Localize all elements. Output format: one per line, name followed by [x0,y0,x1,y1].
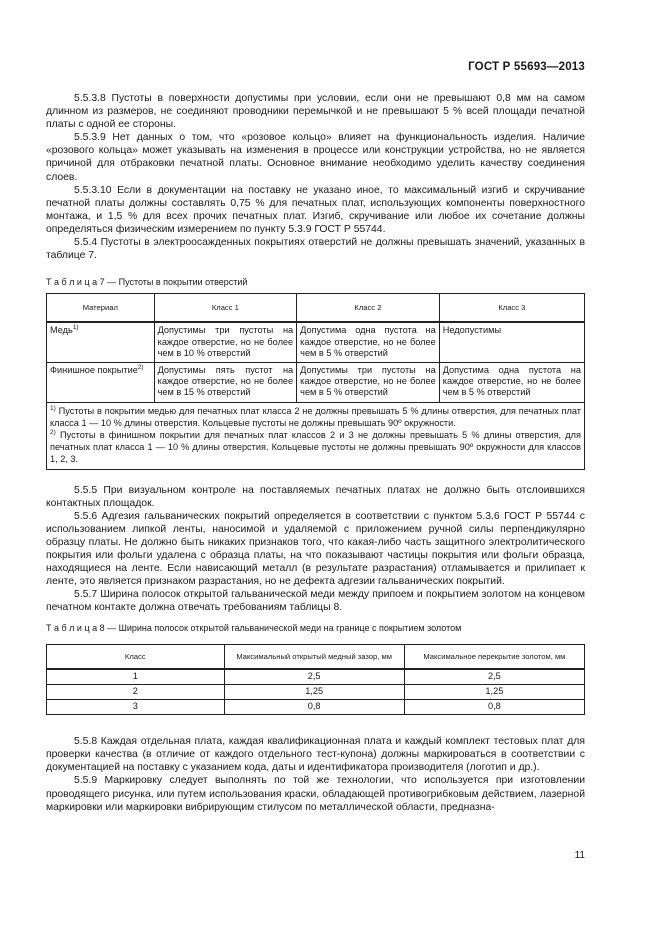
table7-header-class1: Класс 1 [154,294,297,323]
table-row [47,669,585,685]
table7-cell: Допустима одна пустота на каждое отверстие, но не более чем в 5 % отверстий [439,363,584,403]
table7-notes [47,402,585,469]
table7-header-class3: Класс 3 [439,294,584,323]
table8-header-class: Класс [47,644,225,669]
table7-header-class2: Класс 2 [297,294,440,323]
table8-header-copper-gap: Максимальный открытый медный зазор, мм [224,644,404,669]
paragraph-5-5-7: 5.5.7 Ширина полосок открытой гальванической меди между припоем и покрытием золотом на концевом печатном контакте должна отвечать требованиям таблицы 8. [46,589,585,614]
paragraph-5-5-3-10: 5.5.3.10 Если в документации на поставку не указано иное, то максимальный изгиб и скручивание печатной платы должны составлять 0,75 % для печатных плат, использующих компоненты поверхностного монтажа, и 1,5 % для всех прочих печатных плат. Изгиб, скручивание или любое их сочетание должны определяться физическим измерением по пункту 5.3.9 ГОСТ Р 55744. [46,184,585,235]
table8 [46,644,585,716]
table7-note-2: $^{2)}$ Пустоты в финишном покрытии для печатных плат классов 2 и 3 не должны превышать 5 % длины отверстия, для печатных плат класса 1 — 10 % длины отверстия. Кольцевые пустоты не должны превышать 90º окружности для классов 1, 2, 3. [50,428,581,464]
document-header: ГОСТ Р 55693—2013 [468,61,585,73]
page-number: 11 [574,850,585,861]
footnote-mark: 2) [137,364,144,372]
table8-cell: 1,25 [404,684,584,699]
table7-cell: Недопустимы [439,322,584,362]
table-row [47,699,585,714]
table7-cell: Допустимы три пустоты на каждое отверстие, но не более чем в 10 % отверстий [154,322,297,362]
table7-cell: Допустимы пять пустот на каждое отверстие, но не более чем в 15 % отверстий [154,363,297,403]
table7-caption: Т а б л и ц а 7 — Пустоты в покрытии отверстий [46,277,248,288]
table7 [46,293,585,469]
table8-cell: 3 [47,699,225,714]
paragraph-5-5-8: 5.5.8 Каждая отдельная плата, каждая квалификационная плата и каждый комплект тестовых плат для проверки качества (в отличие от каждого отдельного тест-купона) должны маркироваться в соответствии с документацией на поставку с указанием кода, даты и идентификатора производителя (логотип и др.). [46,736,585,774]
footnote-mark: 1) [72,324,79,332]
page-content [46,92,585,814]
paragraph-5-5-6: 5.5.6 Адгезия гальванических покрытий определяется в соответствии с пунктом 5.3.6 ГОСТ Р 55744 с использованием липкой ленты, наносимой и удаляемой с приложением ручной силы перпендикулярно образцу платы. Не должно быть никаких признаков того, что какая-либо часть защитного электролитического покрытия или фольги удалена с образца платы, на что показывают частицы покрытия или фольги образца, находящиеся на ленте. Если нависающий металл (в результате разрастания) отламывается и прилипает к ленте, это является признаком разрастания, но не дефекта адгезии гальванических покрытий. [46,510,585,588]
table7-cell: Допустима одна пустота на каждое отверстие, но не более чем в 5 % отверстий [297,322,440,362]
table7-note-1: $^{1)}$ Пустоты в покрытии медью для печатных плат класса 2 не должны превышать 5 % длины отверстия, для печатных плат класса 1 — 10 % длины отверстия. Кольцевые пустоты не должны превышать 90º окружности. [50,404,582,428]
table7-material-cell: Медь$^{1)}$ [47,322,155,362]
table7-cell: Допустимы три пустоты на каждое отверстие, но не более чем в 5 % отверстий [297,363,440,403]
table8-cell: 1,25 [224,684,404,699]
table8-cell: 2 [47,684,225,699]
table8-caption: Т а б л и ц а 8 — Ширина полосок открытой гальванической меди на границе с покрытием золотом [46,622,462,633]
table7-header-material: Материал [47,294,155,323]
table-row [47,684,585,699]
table-row [47,322,585,362]
table8-cell: 0,8 [404,699,584,714]
paragraph-5-5-4: 5.5.4 Пустоты в электроосажденных покрытиях отверстий не должны превышать значений, указанных в таблице 7. [46,237,585,262]
table8-header-row [47,644,585,669]
paragraph-5-5-5: 5.5.5 При визуальном контроле на поставляемых печатных платах не должно быть отслоившихся контактных площадок. [46,484,585,509]
table7-material-cell: Финишное покрытие$^{2)}$ [47,363,155,403]
paragraph-5-5-3-9: 5.5.3.9 Нет данных о том, что «розовое кольцо» влияет на функциональность изделия. Наличие «розового кольца» может указывать на изменения в процессе или конструкции устройства, но не является причиной для отбраковки печатной платы. Основное внимание необходимо уделить качеству соединения слоев. [46,132,585,183]
paragraph-5-5-3-8: 5.5.3.8 Пустоты в поверхности допустимы при условии, если они не превышают 0,8 мм на самом длинном из размеров, не соединяют проводники перемычкой и не превышают 5 % всей площади печатной платы с одной ее стороны. [46,93,585,131]
table8-cell: 2,5 [224,669,404,685]
table7-notes-row [47,402,585,469]
table7-header-row [47,294,585,323]
paragraph-5-5-9: 5.5.9 Маркировку следует выполнять по той же технологии, что используется при изготовлении проводящего рисунка, или путем использования краски, обладающей противогрибковым действием, лазерной маркировки или маркировки вибрирующим стилусом по металлической области, предназна- [46,775,585,813]
table8-cell: 2,5 [404,669,584,685]
table8-cell: 0,8 [224,699,404,714]
table8-cell: 1 [47,669,225,685]
table-row [47,363,585,403]
table8-header-gold-overlap: Максимальное перекрытие золотом, мм [404,644,584,669]
